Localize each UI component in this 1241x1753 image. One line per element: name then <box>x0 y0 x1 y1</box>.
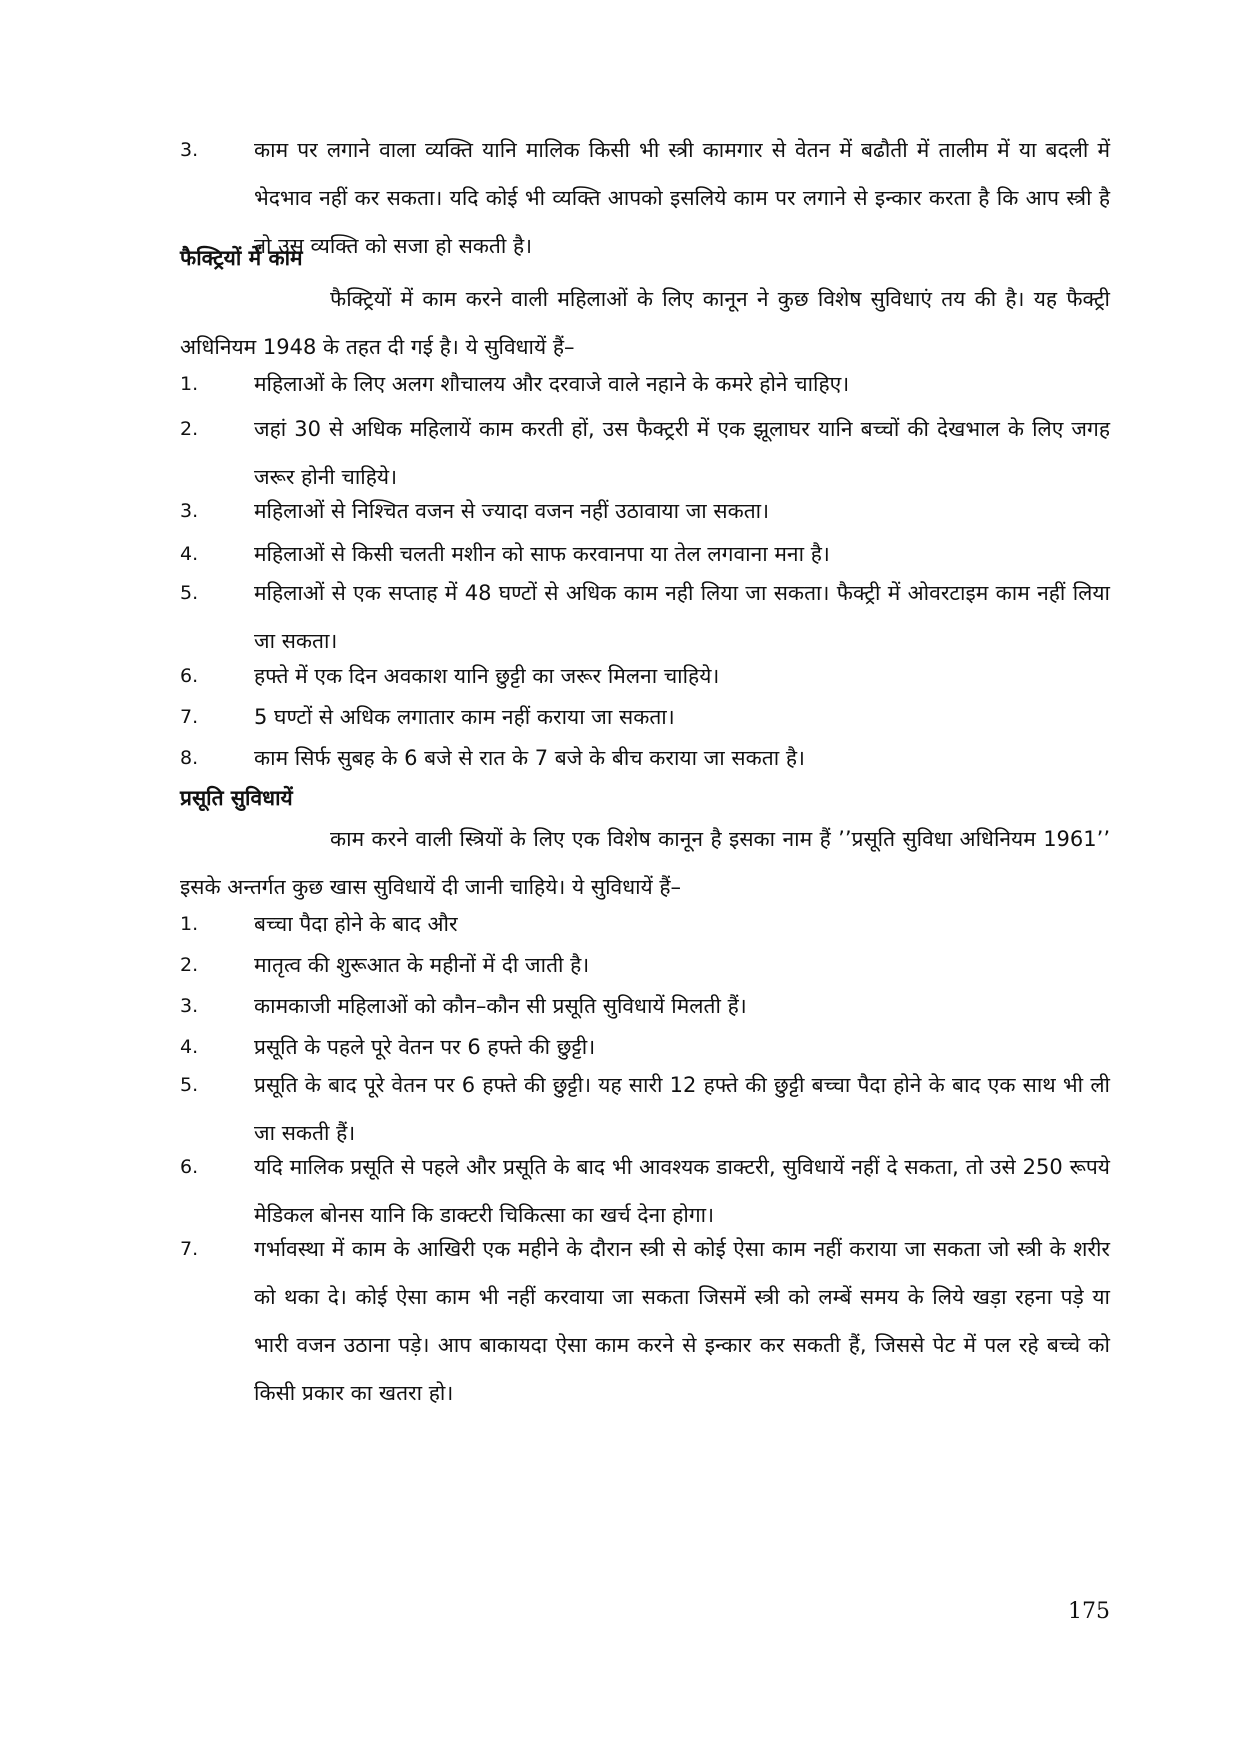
page-number: 175 <box>1068 1599 1110 1624</box>
section-heading-factories: फैक्ट्रियों में काम <box>180 246 303 270</box>
list-item-number: 1. <box>180 913 199 935</box>
list-item <box>180 360 1110 408</box>
list-item-text: मातृत्व की शुरूआत के महीनों में दी जाती है। <box>254 953 590 977</box>
list-item <box>180 487 1110 535</box>
list-item-text: महिलाओं से किसी चलती मशीन को साफ करवानपा या तेल लगवाना मना है। <box>254 542 830 566</box>
list-item-number: 4. <box>180 543 199 565</box>
list-item-text: महिलाओं के लिए अलग शौचालय और दरवाजे वाले नहाने के कमरे होने चाहिए। <box>254 372 850 396</box>
list-item-text: काम पर लगाने वाला व्यक्ति यानि मालिक किसी भी स्त्री कामगार से वेतन में बढौती में तालीम में या बदली में भेदभाव नहीं कर सकता। यदि कोई भी व्यक्ति आपको इसलिये काम पर लगाने से इन्कार करता है कि आप स्त्री है तो उस व्यक्ति को सजा हो सकती है। <box>254 138 1110 258</box>
list-item-number: 3. <box>180 995 199 1017</box>
list-item-number: 7. <box>180 706 199 728</box>
list-item-text: जहां 30 से अधिक महिलायें काम करती हों, उस फैक्ट्ररी में एक झूलाघर यानि बच्चों की देखभाल के लिए जगह जरूर होनी चाहिये। <box>254 417 1110 489</box>
list-item-text: प्रसूति के बाद पूरे वेतन पर 6 हफ्ते की छुट्टी। यह सारी 12 हफ्ते की छुट्टी बच्चा पैदा होने के बाद एक साथ भी ली जा सकती हैं। <box>254 1073 1110 1145</box>
list-item <box>180 569 1110 665</box>
factories-intro-paragraph: फैक्ट्रियों में काम करने वाली महिलाओं के लिए कानून ने कुछ विशेष सुविधाएं तय की है। यह फैक्ट्री अधिनियम 1948 के तहत दी गई है। ये सुविधायें हैं– <box>180 287 1110 359</box>
list-item-text: 5 घण्टों से अधिक लगातार काम नहीं कराया जा सकता। <box>254 705 675 729</box>
list-item-number: 1. <box>180 373 199 395</box>
list-item-text: गर्भावस्था में काम के आखिरी एक महीने के दौरान स्त्री से कोई ऐसा काम नहीं कराया जा सकता जो स्त्री के शरीर को थका दे। कोई ऐसा काम भी नहीं करवाया जा सकता जिसमें स्त्री को लम्बें समय के लिये खड़ा रहना पड़े या भारी वजन उठाना पड़े। आप बाकायदा ऐसा काम करने से इन्कार कर सकती हैं, जिससे पेट में पल रहे बच्चे को किसी प्रकार का खतरा हो। <box>254 1237 1110 1405</box>
list-item-number: 3. <box>180 500 199 522</box>
list-item-number: 7. <box>180 1238 199 1260</box>
list-item-text: प्रसूति के पहले पूरे वेतन पर 6 हफ्ते की छुट्टी। <box>254 1035 596 1059</box>
list-item-text: बच्चा पैदा होने के बाद और <box>254 912 458 936</box>
list-item-number: 3. <box>180 139 199 161</box>
list-item <box>180 1225 1110 1417</box>
maternity-intro-paragraph: काम करने वाली स्त्रियों के लिए एक विशेष कानून है इसका नाम हैं ’’प्रसूति सुविधा अधिनियम 1961’’ इसके अन्तर्गत कुछ खास सुविधायें दी जानी चाहिये। ये सुविधायें हैं– <box>180 827 1110 899</box>
list-item-number: 6. <box>180 1156 199 1178</box>
list-item-number: 4. <box>180 1036 199 1058</box>
list-item-text: महिलाओं से एक सप्ताह में 48 घण्टों से अधिक काम नही लिया जा सकता। फैक्ट्री में ओवरटाइम काम नहीं लिया जा सकता। <box>254 581 1110 653</box>
list-item <box>180 734 1110 782</box>
list-item-number: 5. <box>180 1074 199 1096</box>
list-item-text: काम सिर्फ सुबह के 6 बजे से रात के 7 बजे के बीच कराया जा सकता है। <box>254 746 805 770</box>
list-item-text: महिलाओं से निश्चित वजन से ज्यादा वजन नहीं उठावाया जा सकता। <box>254 499 770 523</box>
list-item-text: हफ्ते में एक दिन अवकाश यानि छुट्टी का जरूर मिलना चाहिये। <box>254 664 720 688</box>
list-item-number: 6. <box>180 665 199 687</box>
list-item <box>180 126 1110 270</box>
list-item-number: 2. <box>180 954 199 976</box>
list-item-number: 8. <box>180 747 199 769</box>
list-item-number: 5. <box>180 582 199 604</box>
list-item-text: कामकाजी महिलाओं को कौन–कौन सी प्रसूति सुविधायें मिलती हैं। <box>254 994 747 1018</box>
list-item-number: 2. <box>180 418 199 440</box>
section-heading-maternity: प्रसूति सुविधायें <box>180 786 293 810</box>
list-item-text: यदि मालिक प्रसूति से पहले और प्रसूति के बाद भी आवश्यक डाक्टरी, सुविधायें नहीं दे सकता, तो उसे 250 रूपये मेडिकल बोनस यानि कि डाक्टरी चिकित्सा का खर्च देना होगा। <box>254 1155 1110 1227</box>
